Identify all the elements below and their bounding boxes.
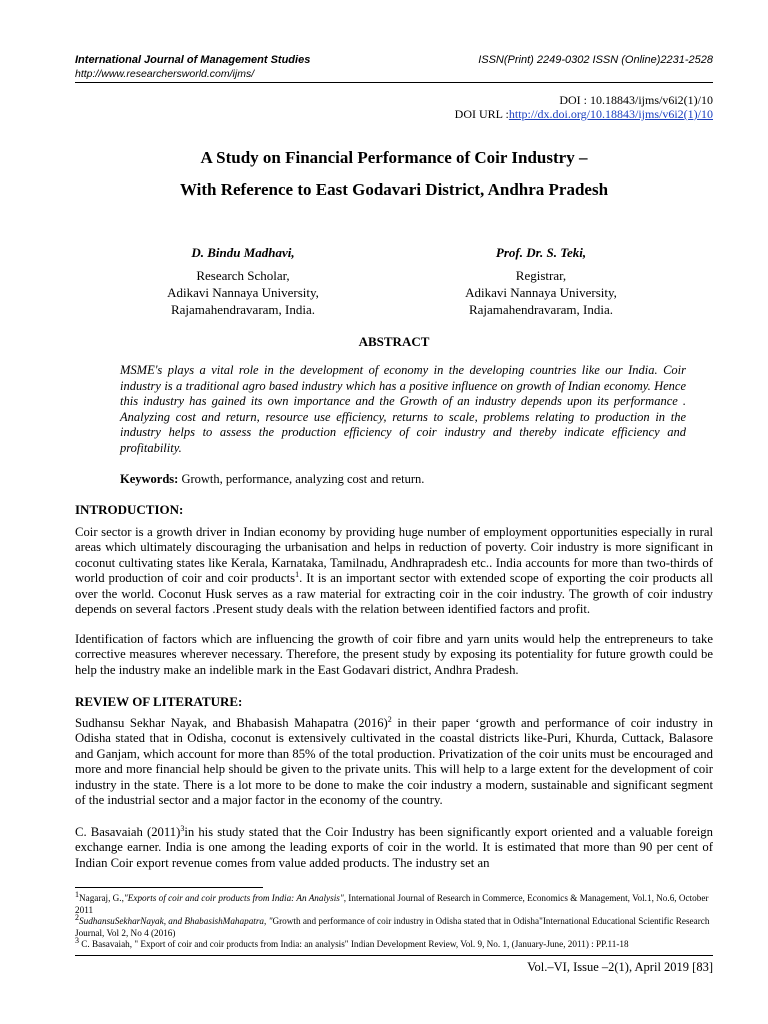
footnote-title: "Exports of coir and coir products from India: An Analysis", (123, 893, 346, 903)
footnote-text: International Journal of Research in Commerce, Economics & Management, Vol.1, No.6, October 2011 (75, 893, 709, 915)
footnote-text: Nagaraj, G., (79, 893, 124, 903)
author-role: Registrar, (515, 268, 567, 283)
footnote-ref-3[interactable]: 3 (180, 823, 185, 833)
doi-line: DOI : 10.18843/ijms/v6i2(1)/10 (559, 93, 713, 107)
footnote-divider (75, 887, 263, 888)
author-institution: Adikavi Nannaya University, (465, 285, 617, 300)
author-name: Prof. Dr. S. Teki, (495, 245, 587, 260)
author-block-2 (391, 244, 691, 318)
section-heading-introduction: INTRODUCTION: (75, 502, 184, 517)
abstract-text: MSME's plays a vital role in the development of economy in the developing countries like our India. Coir industry is a traditional agro based industry which has a positive influence on growth of Indian economy. Hence this industry has gained its own importance and the Growth of an industry depends upon its performance . Analyzing cost and return, resource use efficiency, returns to scale, problems relating to production in the industry helps to assess the production efficiency of coir industry and thereby indicate efficiency and profitability. (120, 363, 686, 455)
footnote-authors: SudhansuSekharNayak, and BhabasishMahapatra, " (79, 916, 273, 927)
footnote-text: C. Basavaiah, " Export of coir and coir products from India: an analysis" Indian Development Review, Vol. 9, No. 1, (January-June, 2011) : PP.11-18 (79, 939, 629, 950)
review-paragraph-2 (75, 825, 713, 871)
footnote-3 (75, 936, 713, 951)
footnote-2 (75, 913, 713, 939)
footer-divider (75, 955, 713, 956)
footnote-1 (75, 889, 713, 916)
footnote-ref-2[interactable]: 2 (387, 714, 392, 724)
footnote-text: Growth and performance of coir industry in Odisha stated that in Odisha"International Educational Scientific Research Journal, Vol 2, No 4 (2016) (75, 916, 710, 938)
header-divider (75, 82, 713, 83)
doi-url-line (455, 107, 713, 122)
keywords-line (120, 472, 424, 487)
footnote-ref-1[interactable]: 1 (295, 569, 300, 579)
keywords-text: Growth, performance, analyzing cost and return. (178, 472, 425, 486)
journal-url[interactable]: http://www.researchersworld.com/ijms/ (75, 68, 255, 80)
author-location: Rajamahendravaram, India. (170, 302, 315, 317)
footnotes (75, 889, 713, 951)
review-p2-text-a: C. Basavaiah (2011) (75, 825, 181, 839)
paper-title-line-1: A Study on Financial Performance of Coir Industry – (200, 148, 588, 167)
keywords-label: Keywords: (120, 472, 179, 486)
author-block-1 (93, 244, 393, 318)
journal-name: International Journal of Management Studies (75, 54, 311, 66)
review-paragraph-1 (75, 716, 713, 808)
review-p2-text-b: in his study stated that the Coir Industry has been significantly export oriented and a valuable foreign exchange earner. India is one among the leading exports of coir in the world. It is estimated that more than 90 per cent of Indian Coir export revenue comes from value added products. The industry set an (75, 825, 713, 870)
issn: ISSN(Print) 2249-0302 ISSN (Online)2231-2528 (478, 54, 713, 66)
author-name: D. Bindu Madhavi, (191, 245, 295, 260)
page-footer: Vol.–VI, Issue –2(1), April 2019 [83] (527, 960, 713, 974)
intro-p1-text-a: Coir sector is a growth driver in Indian economy by providing huge number of employment opportunities especially in rural areas which ultimately discouraging the urbanisation and helps in reduction of poverty. Coir industry is more significant in coconut cultivating states like Kerala, Karnataka, Tamilnadu, Andhrapradesh etc.. India accounts for more than two-thirds of world production of coir and coir products (75, 525, 713, 586)
abstract-heading: ABSTRACT (358, 334, 430, 349)
author-role: Research Scholar, (196, 268, 290, 283)
author-location: Rajamahendravaram, India. (468, 302, 613, 317)
review-p1-text-b: in their paper ‘growth and performance of coir industry in Odisha stated that in Odisha, coconut is extensively cultivated in the coastal districts like-Puri, Khurda, Cuttack, Balasore and Ganjam, which account for more than 85% of the total production. Privatization of the coir units must be encouraged and more and more financial help should be given to the private units. This will help to a large extent for the development of coir industry in the state. There is a lot more to be done to make the coir industry a modern, sustainable and significant segment of the industrial sector and a major factor in the economy of the country. (75, 716, 713, 808)
review-p1-text-a: Sudhansu Sekhar Nayak, and Bhabasish Mahapatra (2016) (75, 716, 388, 730)
author-institution: Adikavi Nannaya University, (167, 285, 319, 300)
section-heading-review: REVIEW OF LITERATURE: (75, 694, 243, 709)
paper-title-line-2: With Reference to East Godavari District, Andhra Pradesh (179, 180, 609, 199)
footnote-marker: 2 (75, 913, 79, 923)
doi-url-link[interactable]: http://dx.doi.org/10.18843/ijms/v6i2(1)/10 (508, 107, 713, 121)
footnote-marker: 3 (75, 936, 79, 946)
intro-paragraph-1 (75, 525, 713, 617)
intro-paragraph-2: Identification of factors which are influencing the growth of coir fibre and yarn units would help the entrepreneurs to take corrective measures wherever necessary. Therefore, the present study by exposing its potentiality for future growth could be help the industry make an indelible mark in the East Godavari district, Andhra Pradesh. (75, 632, 713, 677)
doi-url-label: DOI URL : (454, 107, 509, 121)
footnote-marker: 1 (75, 889, 79, 899)
intro-p1-text-b: . It is an important sector with extended scope of exporting the coir products all over the world. Coconut Husk serves as a raw material for extracting coir in the coir industry. The growth of coir industry depends on several factors .Present study deals with the relation between identified factors and profit. (75, 571, 713, 617)
